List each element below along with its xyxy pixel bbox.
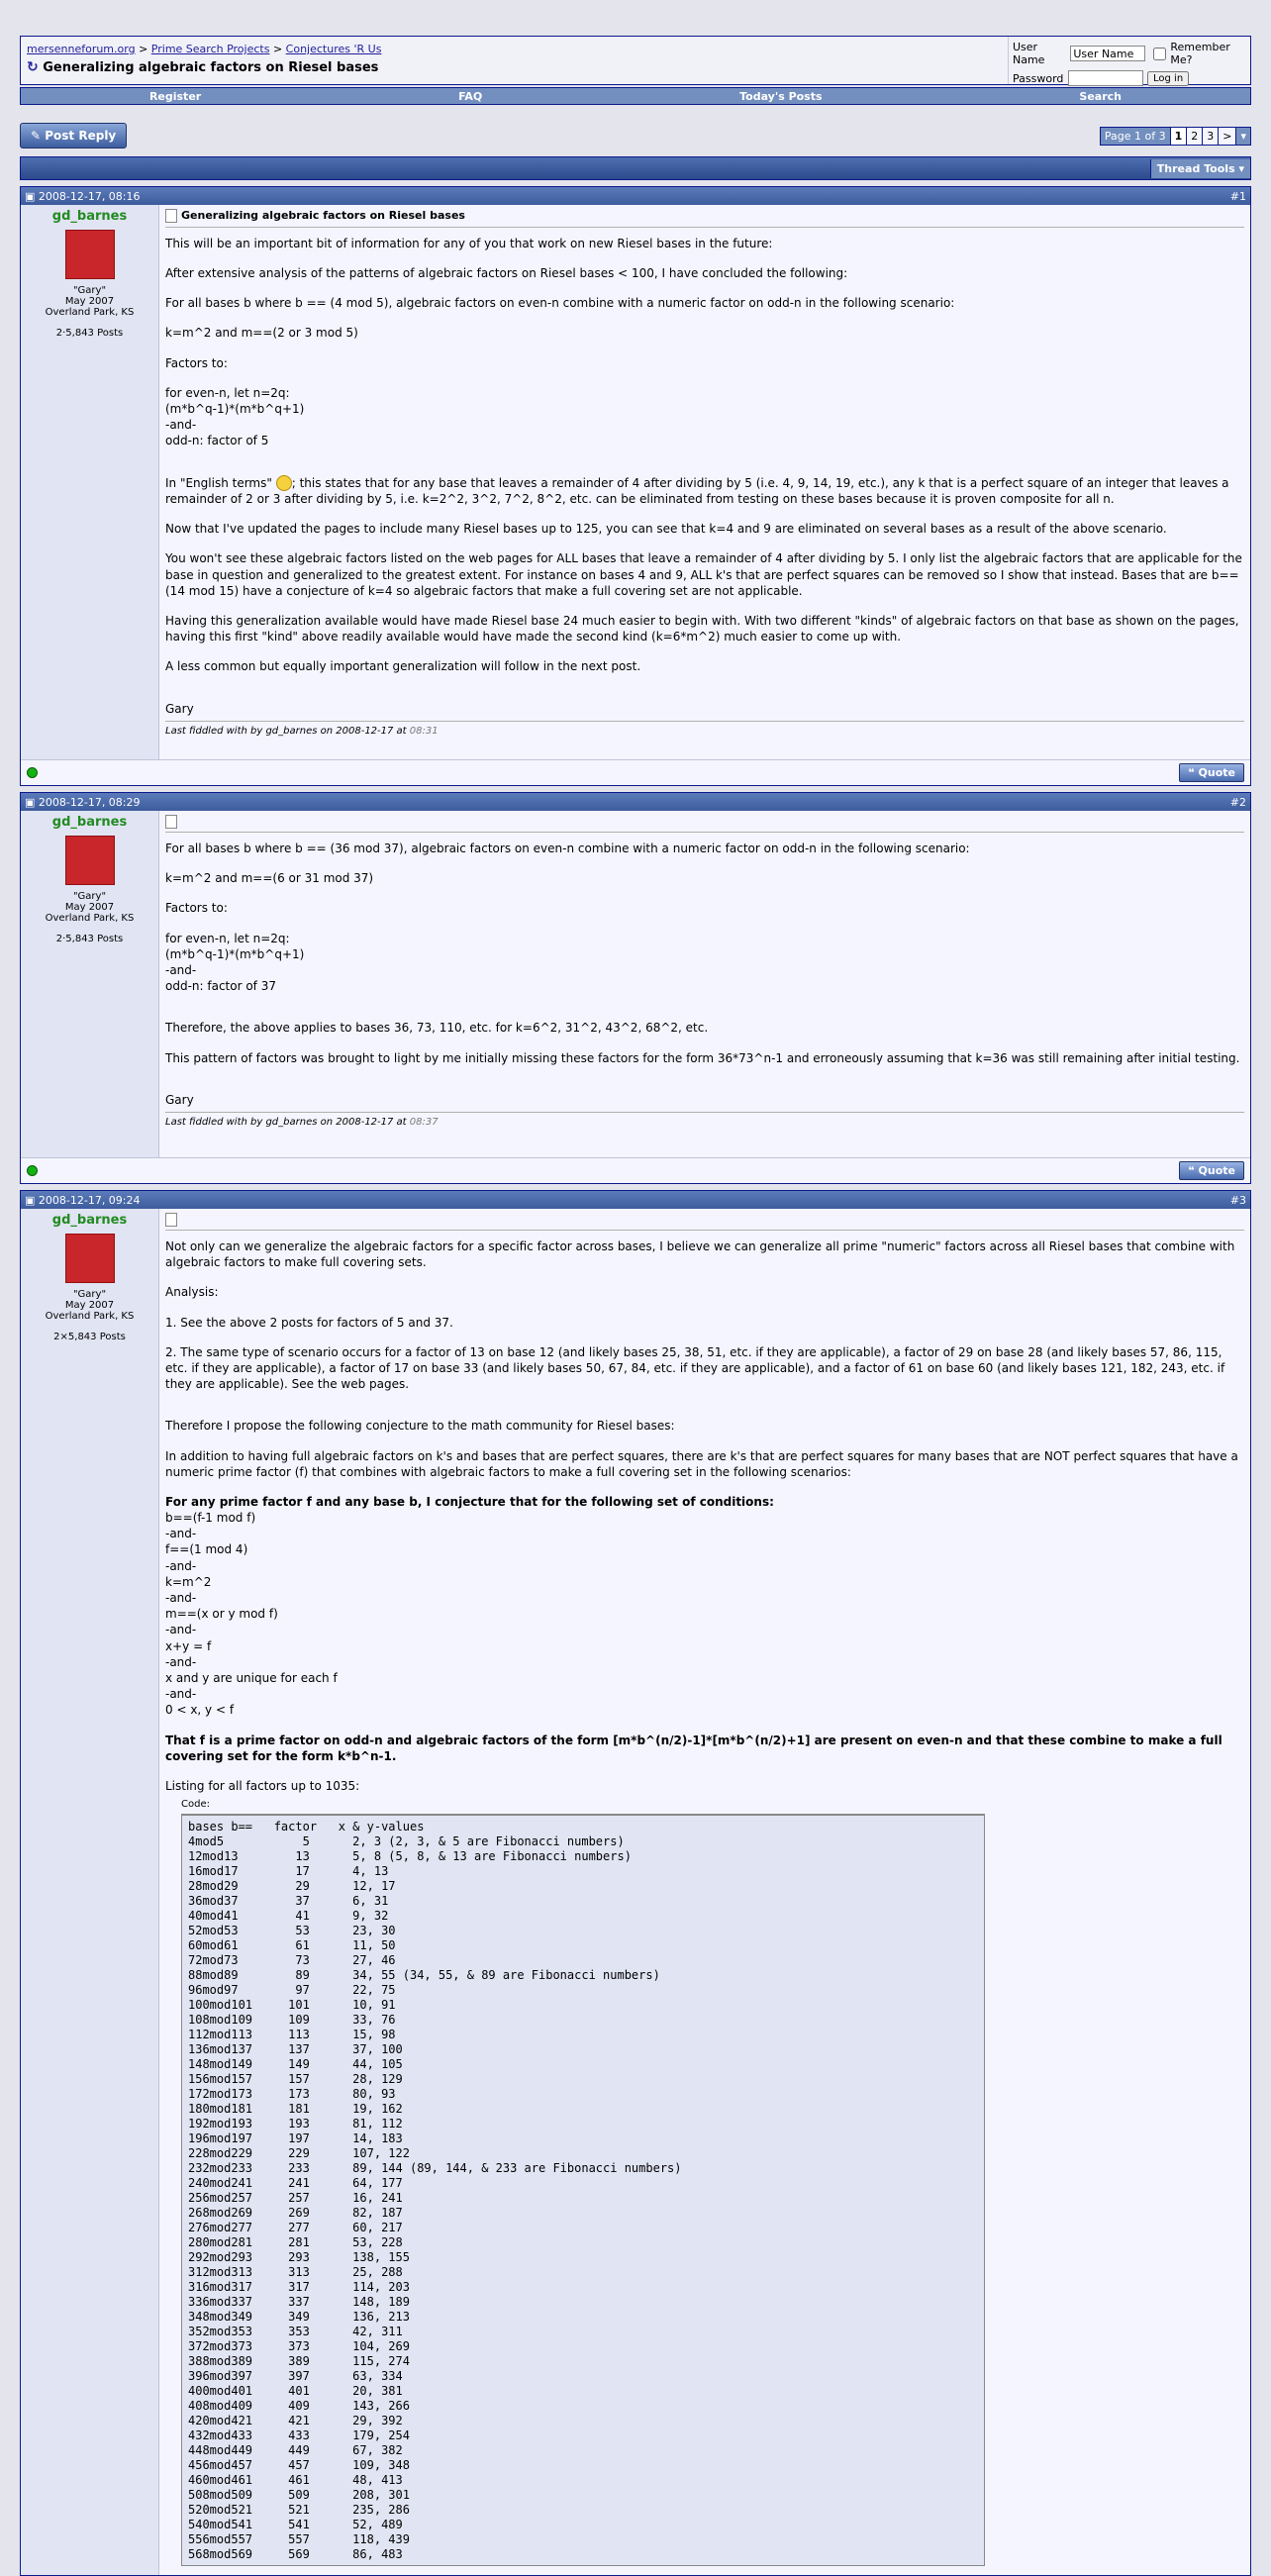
- post-paragraph: k=m^2 and m==(6 or 31 mod 37): [165, 871, 374, 886]
- code-label: Code:: [181, 1799, 210, 1811]
- header-box: [20, 36, 1251, 85]
- post-paragraph: Factors to:: [165, 355, 228, 370]
- post-paragraph: Listing for all factors up to 1035:: [165, 1778, 360, 1793]
- code-block[interactable]: bases b== factor x & y-values 4mod5 5 2, 3 (2, 3, & 5 are Fibonacci numbers) 12mod13 13 5, 8 (5, 8, & 13 are Fibonacci numbers) 16mod17 17 4, 13 28mod29 29 12, 17 36mod37 37 6, 31 40mod41 41 9, 32 52mod53 53 23, 30 60mod61 61 11, 50 72mod73 73 27, 46 88mod89 89 34, 55 (34, 55, & 89 are Fibonacci numbers) 96mod97 97 22, 75 100mod101 101 10, 91 108mod109 109 33, 76 112mod113 113 15, 98 136mod137 137 37, 100 148mod149 149 44, 105 156mod157 157 28, 129 172mod173 173 80, 93 180mod181 181 19, 162 192mod193 193 81, 112 196mod197 197 14, 183 228mod229 229 107, 122 232mod233 233 89, 144 (89, 144, & 233 are Fibonacci numbers) 240mod241 241 64, 177 256mod257 257 16, 241 268mod269 269 82, 187 276mod277 277 60, 217 280mod281 281 53, 228 292mod293 293 138, 155 312mod313 313 25, 288 316mod317 317 114, 203 336mod337 337 148, 189 348mod349 349 136, 213 352mod353 353 42, 311 372mod373 373 104, 269 388mod389 389 115, 274 396mod397 397 63, 334 400mod401 401 20, 381 408mod409 409 143, 266 420mod421 421 29, 392 432mod433 433 179, 254 448mod449 449 67, 382 456mod457 457 109, 348 460mod461 461 48, 413 508mod509 509 208, 301 520mod521 521 235, 286 540mod541 541 52, 489 556mod557 557 118, 439 568mod569 569 86, 483: [181, 1814, 985, 2566]
- post-content: [159, 1209, 1250, 2575]
- post-paragraph: A less common but equally important generalization will follow in the next post.: [165, 659, 641, 674]
- conjecture-conditions: b==(f-1 mod f) -and- f==(1 mod 4) -and- k=m^2 -and- m==(x or y mod f) -and- x+y = f -and- x and y are unique for each f -and- 0 < x, y < f: [165, 1511, 338, 1718]
- post-signature: Gary: [165, 701, 194, 716]
- thread-tools-menu[interactable]: [1150, 159, 1250, 178]
- post-paragraph: You won't see these algebraic factors listed on the web pages for ALL bases that leave a remainder of 4 after dividing by 5. I only list the algebraic factors that are applicable for the base in question and generalized to the greatest extent. For instance on bases 4 and 9, ALL k's that are perfect squares can be removed so I show that instead. Bases that are b==(14 mod 15) have a conjecture of k=4 so algebraic factors that make a full covering set are not applicable.: [165, 551, 1242, 598]
- user-nickname: "Gary": [72, 1289, 107, 1300]
- username-link[interactable]: gd_barnes: [51, 1213, 128, 1228]
- edit-note: [165, 721, 1244, 739]
- post-date: [25, 190, 141, 203]
- post-number-link[interactable]: #2: [1229, 795, 1246, 809]
- breadcrumb-section-link[interactable]: Prime Search Projects: [150, 43, 270, 55]
- post-paragraph: This pattern of factors was brought to light by me initially missing these factors for the form 36*73^n-1 and erroneously assuming that k=36 was still remaining after initial testing.: [165, 1050, 1240, 1065]
- post-paragraph: for even-n, let n=2q: (m*b^q-1)*(m*b^q+1) -and- odd-n: factor of 5: [165, 385, 305, 448]
- avatar: [65, 836, 115, 885]
- post-date-text: 2008-12-17, 08:29: [38, 795, 141, 809]
- post-title: [165, 815, 1244, 833]
- breadcrumb-separator: >: [139, 43, 148, 55]
- avatar: [65, 1234, 115, 1283]
- nav-faq[interactable]: FAQ: [458, 89, 483, 103]
- thread-title: [27, 59, 378, 75]
- post-paragraph: Not only can we generalize the algebraic factors for a specific factor across bases, I believe we can generalize all prime "numeric" factors across all Riesel bases that combine with algebraic factors to make full covering sets.: [165, 1239, 1235, 1270]
- user-location: Overland Park, KS: [45, 913, 135, 924]
- page-3[interactable]: 3: [1202, 128, 1218, 145]
- post-count: 2×5,843 Posts: [53, 1332, 126, 1342]
- password-label: Password: [1013, 71, 1064, 85]
- post-status-icon: ▣: [25, 189, 39, 203]
- username-link[interactable]: gd_barnes: [51, 815, 128, 830]
- online-status-icon: [27, 767, 38, 778]
- online-status-icon: [27, 1165, 38, 1176]
- breadcrumb: [27, 43, 381, 55]
- join-date: May 2007: [64, 902, 115, 913]
- breadcrumb-forum-link[interactable]: Conjectures 'R Us: [285, 43, 382, 55]
- user-info: [21, 1209, 159, 2575]
- avatar: [65, 230, 115, 279]
- login-box: [1008, 37, 1250, 84]
- post-header: [21, 187, 1250, 205]
- conjecture-heading: For any prime factor f and any base b, I conjecture that for the following set of conditions:: [165, 1494, 774, 1509]
- pagination: [1100, 127, 1251, 146]
- remember-checkbox[interactable]: [1153, 48, 1166, 60]
- post-paragraph: Analysis:: [165, 1285, 219, 1300]
- post: [20, 792, 1251, 1184]
- post-paragraph: After extensive analysis of the patterns of algebraic factors on Riesel bases < 100, I have concluded the following:: [165, 266, 848, 281]
- page-next[interactable]: >: [1218, 128, 1235, 145]
- page-2[interactable]: 2: [1186, 128, 1202, 145]
- username-label: User Name: [1013, 41, 1045, 66]
- page-1: 1: [1170, 128, 1187, 145]
- post-status-icon: ▣: [25, 795, 39, 809]
- password-input[interactable]: [1068, 70, 1143, 86]
- reply-icon: ✎: [31, 129, 42, 143]
- post-count: 2·5,843 Posts: [55, 934, 124, 944]
- post-content: [159, 205, 1250, 759]
- post-title-text: Generalizing algebraic factors on Riesel bases: [181, 209, 465, 222]
- post-date: [25, 796, 141, 809]
- navbar: [20, 87, 1251, 105]
- post-number-link[interactable]: #1: [1229, 189, 1246, 203]
- post-title: [165, 209, 1244, 228]
- quote-button[interactable]: ❝ Quote: [1179, 763, 1244, 782]
- thread-title-text: Generalizing algebraic factors on Riesel bases: [43, 60, 379, 75]
- user-location: Overland Park, KS: [45, 307, 135, 318]
- user-info: [21, 811, 159, 1157]
- breadcrumb-separator: >: [272, 43, 283, 55]
- edit-time: 08:31: [409, 725, 439, 737]
- post-paragraph: Therefore, the above applies to bases 36, 73, 110, etc. for k=6^2, 31^2, 43^2, 68^2, etc.: [165, 1021, 709, 1036]
- thread-tools-label: Thread Tools: [1156, 162, 1235, 175]
- post-paragraph: For all bases b where b == (4 mod 5), algebraic factors on even-n combine with a numeric factor on odd-n in the following scenario:: [165, 296, 955, 311]
- page-of-label: Page 1 of 3: [1104, 130, 1166, 143]
- user-nickname: "Gary": [72, 891, 107, 902]
- quote-button[interactable]: ❝ Quote: [1179, 1161, 1244, 1180]
- nav-register[interactable]: Register: [148, 89, 202, 103]
- post-number-link[interactable]: #3: [1229, 1193, 1246, 1207]
- smiley-icon: [276, 475, 292, 491]
- document-icon: [165, 1213, 177, 1227]
- post-date-text: 2008-12-17, 08:16: [38, 189, 141, 203]
- post-reply-button[interactable]: [20, 123, 127, 149]
- remember-label: Remember Me?: [1170, 41, 1230, 66]
- user-info: [21, 205, 159, 759]
- login-button[interactable]: Log in: [1147, 71, 1189, 86]
- document-icon: [165, 815, 177, 829]
- post-date: [25, 1194, 141, 1207]
- post-footer: [21, 759, 1250, 785]
- nav-search[interactable]: Search: [1079, 89, 1123, 103]
- user-nickname: "Gary": [72, 285, 107, 296]
- post-paragraph: For all bases b where b == (36 mod 37), algebraic factors on even-n combine with a numeric factor on odd-n in the following scenario:: [165, 842, 970, 855]
- post: [20, 1190, 1251, 2576]
- post-paragraph: Having this generalization available would have made Riesel base 24 much easier to begin with. With two different "kinds" of algebraic factors on that base as shown on the pages, having this first "kind" above readily available would have made the second kind (k=6*m^2) much easier to come up with.: [165, 613, 1239, 644]
- edit-note: [165, 1112, 1244, 1130]
- post-date-text: 2008-12-17, 09:24: [38, 1193, 141, 1207]
- edit-time: 08:37: [409, 1116, 439, 1128]
- toolbar: [20, 123, 1251, 150]
- nav-todays-posts[interactable]: Today's Posts: [739, 89, 823, 103]
- post-paragraph: This will be an important bit of information for any of you that work on new Riesel bases in the future:: [165, 236, 773, 250]
- post-paragraph: for even-n, let n=2q: (m*b^q-1)*(m*b^q+1) -and- odd-n: factor of 37: [165, 931, 305, 994]
- post-paragraph: In "English terms" ; this states that for any base that leaves a remainder of 4 after dividing by 5 (i.e. 4, 9, 14, 19, etc.), any k that is a perfect square of an integer that leaves a remainder of 2 or 3 after dividing by 5, i.e. k=2^2, 3^2, 7^2, 8^2, etc. can be eliminated from testing on these bases because it is proven composite for all n.: [165, 475, 1229, 507]
- post-content: [159, 811, 1250, 1157]
- pager-dropdown-icon[interactable]: ▾: [1235, 128, 1250, 145]
- edit-note-text: Last fiddled with by gd_barnes on 2008-12-17 at: [165, 1116, 407, 1128]
- post-paragraph: Therefore I propose the following conjecture to the math community for Riesel bases:: [165, 1419, 675, 1434]
- post-paragraph: 2. The same type of scenario occurs for a factor of 13 on base 12 (and likely bases 25, 38, 51, etc. if they are applicable), a factor of 29 on base 28 (and likely bases 57, 86, 115, etc. if they are applicable), a factor of 17 on base 33 (and likely bases 50, 67, 84, etc. if they are applicable), and a factor of 61 on base 60 (and likely bases 121, 182, 243, etc. if they are applicable). See the web pages.: [165, 1344, 1225, 1392]
- post-paragraph: 1. See the above 2 posts for factors of 5 and 37.: [165, 1315, 453, 1330]
- reload-icon[interactable]: ↻: [27, 59, 39, 75]
- post-paragraph: k=m^2 and m==(2 or 3 mod 5): [165, 326, 358, 341]
- post-paragraph: Now that I've updated the pages to include many Riesel bases up to 125, you can see that k=4 and 9 are eliminated on several bases as a result of the above scenario.: [165, 522, 1167, 537]
- page: [20, 36, 1251, 2576]
- conjecture-statement: That f is a prime factor on odd-n and algebraic factors of the form [m*b^(n/2)-1]*[m*b^(n/2)+1] are present on even-n and that these combine to make a full covering set for the form k*b^n-1.: [165, 1733, 1222, 1763]
- chevron-down-icon: ▾: [1238, 162, 1244, 175]
- edit-note-text: Last fiddled with by gd_barnes on 2008-12-17 at: [165, 725, 407, 737]
- post-paragraph: In addition to having full algebraic factors on k's and bases that are perfect squares, there are k's that are perfect squares for many bases that are NOT perfect squares that have a numeric prime factor (f) that combines with algebraic factors to make a full covering set in the following scenarios:: [165, 1448, 1238, 1479]
- user-location: Overland Park, KS: [45, 1311, 135, 1322]
- post-paragraph: Factors to:: [165, 901, 228, 916]
- username-input[interactable]: [1070, 46, 1145, 61]
- post-count: 2·5,843 Posts: [55, 328, 124, 339]
- breadcrumb-site-link[interactable]: mersenneforum.org: [27, 43, 136, 55]
- join-date: May 2007: [64, 296, 115, 307]
- post-status-icon: ▣: [25, 1193, 39, 1207]
- post-reply-label: Post Reply: [45, 129, 117, 143]
- thread-bar: [20, 156, 1251, 180]
- post-header: [21, 793, 1250, 811]
- document-icon: [165, 209, 177, 223]
- post: [20, 186, 1251, 786]
- join-date: May 2007: [64, 1300, 115, 1311]
- post-footer: [21, 1157, 1250, 1183]
- post-title: [165, 1213, 1244, 1231]
- username-link[interactable]: gd_barnes: [51, 209, 128, 224]
- post-header: [21, 1191, 1250, 1209]
- post-signature: Gary: [165, 1092, 194, 1107]
